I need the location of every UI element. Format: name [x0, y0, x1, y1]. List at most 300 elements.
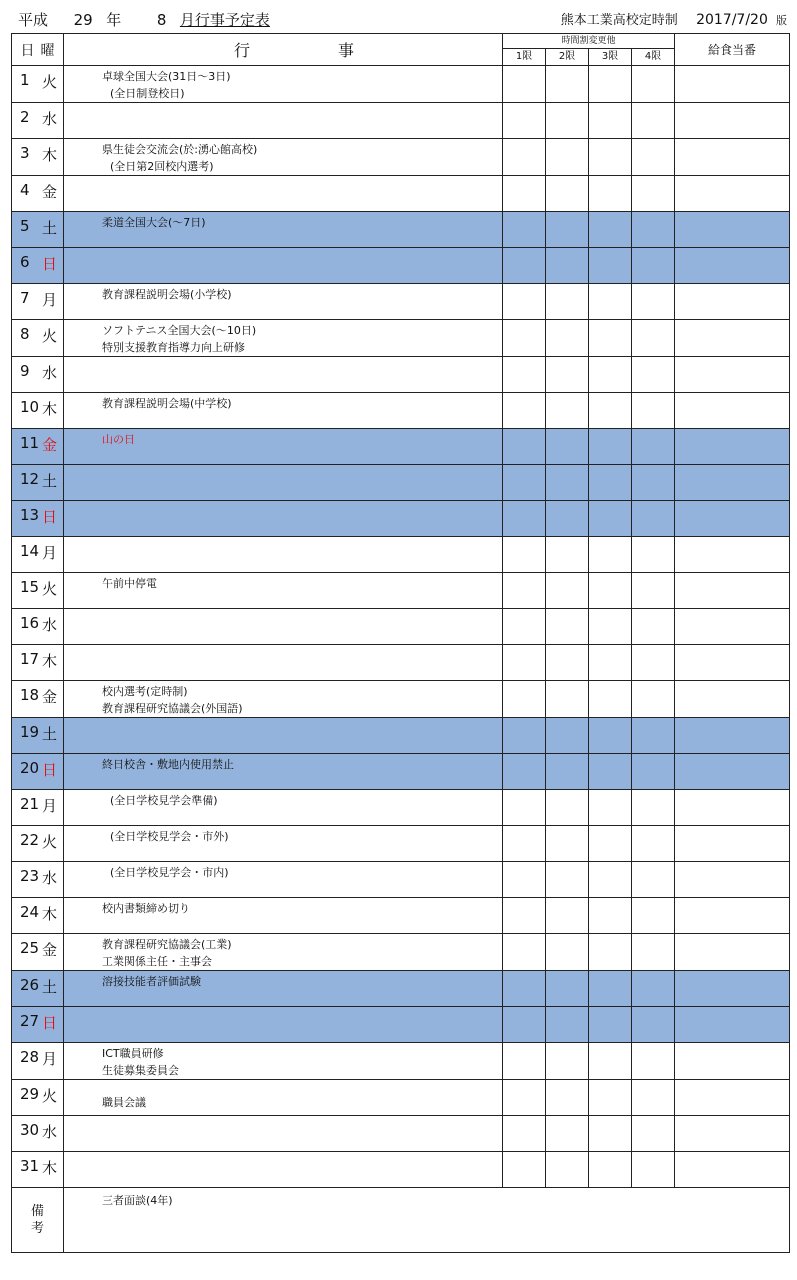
period-cell — [589, 681, 632, 718]
event-line: 生徒募集委員会 — [102, 1064, 179, 1077]
day-cell — [12, 573, 64, 609]
day-number: 26 — [20, 976, 40, 994]
lunch-duty-cell — [675, 826, 790, 862]
lunch-duty-cell — [675, 934, 790, 971]
weekday: 日 — [41, 1014, 57, 1032]
day-row — [12, 1007, 790, 1043]
day-cell — [12, 609, 64, 645]
period-cell — [503, 429, 546, 465]
weekday: 水 — [41, 869, 57, 887]
event-line: 県生徒会交流会(於:湧心館高校) — [102, 143, 258, 156]
day-number: 31 — [20, 1157, 40, 1175]
event-cell — [64, 898, 503, 934]
day-number: 13 — [20, 506, 40, 524]
period-cell — [546, 681, 589, 718]
period-cell — [503, 501, 546, 537]
lunch-duty-cell — [675, 429, 790, 465]
day-row — [12, 537, 790, 573]
day-cell — [12, 357, 64, 393]
weekday-header: 曜 — [40, 42, 55, 59]
period-cell — [546, 754, 589, 790]
weekday: 木 — [41, 1159, 57, 1177]
period-header: 2限 — [546, 49, 589, 66]
day-number: 12 — [20, 470, 40, 488]
lunch-duty-cell — [675, 573, 790, 609]
period-cell — [589, 212, 632, 248]
event-line: 工業関係主任・主事会 — [102, 955, 212, 968]
day-row — [12, 284, 790, 320]
lunch-duty-cell — [675, 971, 790, 1007]
period-header: 3限 — [589, 49, 632, 66]
day-cell — [12, 248, 64, 284]
event-line: 教育課程研究協議会(工業) — [102, 938, 232, 951]
period-cell — [589, 465, 632, 501]
event-line: 柔道全国大会(〜7日) — [102, 216, 206, 229]
day-cell — [12, 1116, 64, 1152]
weekday: 金 — [41, 436, 57, 454]
day-cell — [12, 66, 64, 103]
event-cell — [64, 645, 503, 681]
period-cell — [589, 718, 632, 754]
period-cell — [546, 357, 589, 393]
period-cell — [589, 501, 632, 537]
period-cell — [546, 465, 589, 501]
day-cell — [12, 826, 64, 862]
day-row — [12, 645, 790, 681]
period-cell — [503, 537, 546, 573]
event-cell — [64, 609, 503, 645]
day-number: 7 — [20, 289, 30, 307]
period-cell — [503, 862, 546, 898]
event-cell — [64, 429, 503, 465]
lunch-duty-cell — [675, 139, 790, 176]
period-cell — [589, 971, 632, 1007]
lunch-duty-cell — [675, 790, 790, 826]
event-line: (全日第2回校内選考) — [110, 160, 214, 173]
period-cell — [503, 790, 546, 826]
day-cell — [12, 1043, 64, 1080]
period-cell — [546, 609, 589, 645]
day-number: 11 — [20, 434, 40, 452]
weekday: 金 — [41, 688, 57, 706]
day-cell — [12, 790, 64, 826]
event-cell — [64, 754, 503, 790]
period-cell — [589, 284, 632, 320]
day-number: 6 — [20, 253, 30, 271]
period-cell — [632, 1007, 675, 1043]
day-number: 5 — [20, 217, 30, 235]
period-cell — [632, 645, 675, 681]
period-cell — [632, 898, 675, 934]
period-cell — [546, 790, 589, 826]
remarks-label — [12, 1188, 64, 1253]
weekday: 火 — [41, 833, 57, 851]
event-line: (全日制登校日) — [110, 87, 185, 100]
day-row — [12, 393, 790, 429]
weekday: 金 — [41, 941, 57, 959]
period-cell — [546, 103, 589, 139]
period-cell — [503, 609, 546, 645]
weekday: 木 — [41, 146, 57, 164]
lunch-duty-cell — [675, 537, 790, 573]
day-number: 10 — [20, 398, 40, 416]
day-number: 29 — [20, 1085, 40, 1103]
day-number: 20 — [20, 759, 40, 777]
period-cell — [503, 573, 546, 609]
event-cell — [64, 1007, 503, 1043]
day-row — [12, 754, 790, 790]
period-cell — [632, 754, 675, 790]
weekday: 日 — [41, 508, 57, 526]
period-cell — [632, 934, 675, 971]
event-header-char-1: 行 — [234, 41, 251, 60]
event-cell — [64, 393, 503, 429]
period-cell — [632, 139, 675, 176]
version-label: 版 — [776, 14, 787, 27]
weekday: 月 — [41, 544, 57, 562]
period-cell — [632, 718, 675, 754]
period-cell — [546, 718, 589, 754]
period-cell — [503, 320, 546, 357]
period-cell — [546, 862, 589, 898]
period-cell — [589, 898, 632, 934]
lunch-duty-cell — [675, 465, 790, 501]
event-line: ソフトテニス全国大会(〜10日) — [102, 324, 257, 337]
period-cell — [546, 1116, 589, 1152]
event-cell — [64, 1080, 503, 1116]
weekday: 火 — [41, 1087, 57, 1105]
lunch-duty-cell — [675, 609, 790, 645]
event-cell — [64, 681, 503, 718]
event-cell — [64, 212, 503, 248]
period-cell — [546, 176, 589, 212]
period-cell — [503, 934, 546, 971]
period-cell — [546, 971, 589, 1007]
day-number: 24 — [20, 903, 40, 921]
event-cell — [64, 320, 503, 357]
day-number: 21 — [20, 795, 40, 813]
event-line: 職員会議 — [102, 1096, 146, 1109]
period-cell — [589, 1080, 632, 1116]
day-row — [12, 176, 790, 212]
period-cell — [503, 718, 546, 754]
day-rows — [12, 66, 790, 1188]
day-number: 17 — [20, 650, 40, 668]
period-cell — [632, 465, 675, 501]
lunch-duty-cell — [675, 393, 790, 429]
lunch-duty-cell — [675, 1080, 790, 1116]
day-cell — [12, 501, 64, 537]
lunch-duty-cell — [675, 718, 790, 754]
period-cell — [589, 320, 632, 357]
lunch-duty-cell — [675, 357, 790, 393]
revision-date: 2017/7/20 — [696, 12, 768, 28]
period-cell — [503, 1080, 546, 1116]
day-row — [12, 66, 790, 103]
period-cell — [503, 176, 546, 212]
period-cell — [589, 1116, 632, 1152]
event-cell — [64, 1152, 503, 1188]
weekday: 水 — [41, 364, 57, 382]
period-cell — [503, 1152, 546, 1188]
event-cell — [64, 573, 503, 609]
period-cell — [546, 1080, 589, 1116]
day-cell — [12, 537, 64, 573]
period-cell — [546, 1043, 589, 1080]
day-row — [12, 465, 790, 501]
period-cell — [632, 176, 675, 212]
day-row — [12, 139, 790, 176]
school-name: 熊本工業高校定時制 — [560, 13, 678, 28]
event-cell — [64, 718, 503, 754]
era-label: 平成 — [18, 11, 49, 29]
period-cell — [589, 66, 632, 103]
period-cell — [503, 212, 546, 248]
period-cell — [503, 66, 546, 103]
event-cell — [64, 826, 503, 862]
day-cell — [12, 465, 64, 501]
event-cell — [64, 790, 503, 826]
period-cell — [546, 320, 589, 357]
weekday: 月 — [41, 291, 57, 309]
year-unit: 年 — [106, 11, 122, 29]
event-cell — [64, 357, 503, 393]
period-cell — [589, 826, 632, 862]
period-cell — [632, 1043, 675, 1080]
period-cell — [632, 429, 675, 465]
day-row — [12, 320, 790, 357]
day-row — [12, 501, 790, 537]
month-value: 8 — [156, 11, 167, 29]
day-row — [12, 609, 790, 645]
lunch-duty-cell — [675, 284, 790, 320]
weekday: 土 — [41, 219, 57, 237]
period-cell — [589, 609, 632, 645]
day-cell — [12, 645, 64, 681]
event-line: 教育課程説明会場(小学校) — [102, 288, 232, 301]
lunch-duty-cell — [675, 320, 790, 357]
period-cell — [589, 573, 632, 609]
day-row — [12, 1080, 790, 1116]
day-row — [12, 212, 790, 248]
day-cell — [12, 393, 64, 429]
remarks-row — [12, 1188, 790, 1253]
day-cell — [12, 754, 64, 790]
event-line: ICT職員研修 — [102, 1047, 164, 1060]
event-line: 校内書類締め切り — [102, 902, 190, 915]
period-cell — [632, 66, 675, 103]
day-row — [12, 1043, 790, 1080]
event-cell — [64, 537, 503, 573]
day-cell — [12, 934, 64, 971]
period-cell — [632, 609, 675, 645]
day-row — [12, 357, 790, 393]
period-cell — [503, 645, 546, 681]
event-cell — [64, 139, 503, 176]
period-cell — [632, 862, 675, 898]
period-cell — [589, 103, 632, 139]
period-cell — [632, 573, 675, 609]
event-line: 教育課程説明会場(中学校) — [102, 397, 232, 410]
day-number: 2 — [20, 108, 30, 126]
period-cell — [589, 790, 632, 826]
event-cell — [64, 103, 503, 139]
event-cell — [64, 248, 503, 284]
lunch-duty-cell — [675, 1116, 790, 1152]
day-row — [12, 681, 790, 718]
period-cell — [546, 934, 589, 971]
period-cell — [589, 754, 632, 790]
day-cell — [12, 284, 64, 320]
period-cell — [589, 1152, 632, 1188]
day-row — [12, 573, 790, 609]
day-row — [12, 248, 790, 284]
period-cell — [632, 971, 675, 1007]
period-cell — [589, 429, 632, 465]
lunch-duty-header: 給食当番 — [675, 34, 790, 66]
period-cell — [546, 1007, 589, 1043]
remarks-label-char: 考 — [30, 1221, 44, 1236]
weekday: 金 — [41, 183, 57, 201]
day-cell — [12, 103, 64, 139]
lunch-duty-cell — [675, 66, 790, 103]
lunch-duty-cell — [675, 1152, 790, 1188]
lunch-duty-cell — [675, 176, 790, 212]
event-cell — [64, 1116, 503, 1152]
event-line: 校内選考(定時制) — [102, 685, 188, 698]
day-cell — [12, 718, 64, 754]
event-header — [64, 34, 503, 66]
weekday: 月 — [41, 797, 57, 815]
day-row — [12, 1116, 790, 1152]
day-row — [12, 934, 790, 971]
day-cell — [12, 681, 64, 718]
period-cell — [546, 898, 589, 934]
weekday: 土 — [41, 978, 57, 996]
day-header: 日 — [20, 42, 35, 59]
period-cell — [589, 393, 632, 429]
day-cell — [12, 862, 64, 898]
lunch-duty-cell — [675, 103, 790, 139]
lunch-duty-cell — [675, 898, 790, 934]
period-cell — [503, 139, 546, 176]
page-header-left — [18, 8, 270, 32]
period-cell — [632, 284, 675, 320]
day-cell — [12, 1152, 64, 1188]
period-cell — [632, 1080, 675, 1116]
day-row — [12, 862, 790, 898]
period-cell — [546, 826, 589, 862]
weekday: 水 — [41, 616, 57, 634]
period-cell — [503, 393, 546, 429]
day-number: 27 — [20, 1012, 40, 1030]
event-cell — [64, 1043, 503, 1080]
period-cell — [503, 1043, 546, 1080]
event-line: 特別支援教育指導力向上研修 — [102, 341, 245, 354]
event-line: 終日校舎・敷地内使用禁止 — [102, 758, 234, 771]
day-row — [12, 790, 790, 826]
lunch-duty-cell — [675, 212, 790, 248]
event-line: 午前中停電 — [102, 577, 157, 590]
lunch-duty-cell — [675, 1007, 790, 1043]
event-header-char-2: 事 — [338, 41, 355, 60]
period-header: 1限 — [503, 49, 546, 66]
day-cell — [12, 1007, 64, 1043]
day-row — [12, 898, 790, 934]
day-cell — [12, 971, 64, 1007]
day-number: 3 — [20, 144, 30, 162]
weekday: 月 — [41, 1050, 57, 1068]
period-cell — [546, 139, 589, 176]
day-row — [12, 826, 790, 862]
day-cell — [12, 898, 64, 934]
day-number: 4 — [20, 181, 30, 199]
day-row — [12, 718, 790, 754]
weekday: 土 — [41, 725, 57, 743]
lunch-duty-cell — [675, 501, 790, 537]
remarks-text: 三者面談(4年) — [64, 1188, 790, 1253]
lunch-duty-cell — [675, 681, 790, 718]
period-cell — [632, 826, 675, 862]
lunch-duty-cell — [675, 1043, 790, 1080]
weekday: 水 — [41, 110, 57, 128]
period-cell — [589, 357, 632, 393]
page-title: 月行事予定表 — [179, 11, 270, 29]
period-cell — [546, 284, 589, 320]
period-cell — [589, 1043, 632, 1080]
day-number: 8 — [20, 325, 30, 343]
period-cell — [589, 248, 632, 284]
period-cell — [546, 573, 589, 609]
weekday: 水 — [41, 1123, 57, 1141]
timetable-header: 時間割変更他 — [503, 34, 675, 49]
lunch-duty-cell — [675, 862, 790, 898]
day-cell — [12, 429, 64, 465]
day-row — [12, 429, 790, 465]
period-cell — [632, 681, 675, 718]
period-cell — [546, 393, 589, 429]
period-cell — [632, 790, 675, 826]
day-number: 1 — [20, 71, 30, 89]
period-cell — [503, 681, 546, 718]
period-cell — [632, 320, 675, 357]
period-cell — [503, 1116, 546, 1152]
weekday: 木 — [41, 905, 57, 923]
day-number: 9 — [20, 362, 30, 380]
period-cell — [632, 103, 675, 139]
period-cell — [503, 248, 546, 284]
event-cell — [64, 862, 503, 898]
event-line: (全日学校見学会・市外) — [110, 830, 229, 843]
period-cell — [632, 212, 675, 248]
weekday: 火 — [41, 327, 57, 345]
lunch-duty-cell — [675, 754, 790, 790]
weekday: 木 — [41, 652, 57, 670]
period-cell — [632, 248, 675, 284]
period-cell — [546, 537, 589, 573]
weekday: 火 — [41, 580, 57, 598]
period-cell — [589, 139, 632, 176]
day-row — [12, 971, 790, 1007]
event-cell — [64, 501, 503, 537]
period-cell — [589, 934, 632, 971]
event-line: 卓球全国大会(31日〜3日) — [102, 70, 231, 83]
event-line: (全日学校見学会準備) — [110, 794, 218, 807]
period-cell — [503, 284, 546, 320]
day-row — [12, 103, 790, 139]
period-cell — [546, 429, 589, 465]
day-cell — [12, 1080, 64, 1116]
